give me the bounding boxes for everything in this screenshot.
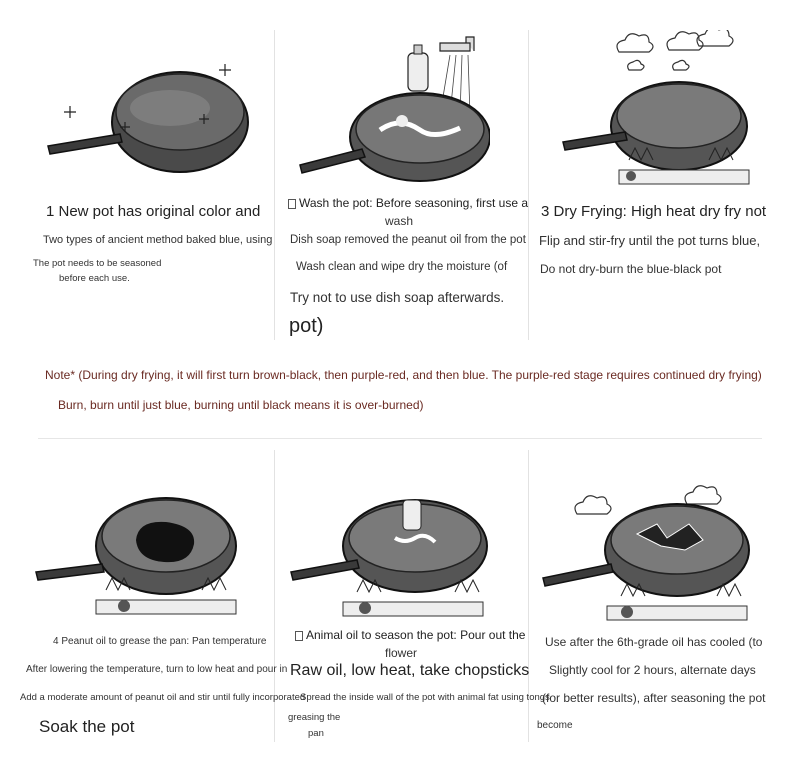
section-divider	[38, 438, 762, 439]
step-5-title: Animal oil to season the pot: Pour out the	[295, 628, 525, 642]
step-2-line-4: pot)	[289, 315, 324, 337]
step-4-line-2: Add a moderate amount of peanut oil and stir until fully incorporated	[20, 692, 306, 703]
missing-glyph-icon	[288, 199, 296, 209]
step-4-line-1: After lowering the temperature, turn to low heat and pour in	[26, 664, 288, 675]
step-1-line-3: before each use.	[59, 273, 130, 284]
step-1-line-2: The pot needs to be seasoned	[33, 258, 162, 269]
step-6-panel	[529, 440, 790, 776]
step-5-line-1: Raw oil, low heat, take chopsticks	[290, 662, 530, 679]
washing-wok-illustration	[290, 25, 490, 185]
step-5-panel	[275, 440, 550, 776]
cooling-wok-illustration	[537, 484, 777, 644]
step-6-line-3: become	[537, 720, 573, 731]
step-3-line-1: Flip and stir-fry until the pot turns blue,	[539, 233, 761, 248]
dry-frying-wok-illustration	[559, 30, 779, 190]
step-2-line-2: Wash clean and wipe dry the moisture (of	[296, 261, 508, 273]
missing-glyph-icon	[295, 631, 303, 641]
step-1-title: 1 New pot has original color and	[46, 203, 261, 220]
step-4-panel	[0, 440, 306, 776]
step-2-title-line-2: wash	[385, 214, 414, 228]
note-line-2: Burn, burn until just blue, burning until black means it is over-burned)	[58, 398, 424, 412]
oil-greasing-wok-illustration	[32, 480, 252, 640]
step-1-line-1: Two types of ancient method baked blue, using	[43, 234, 273, 246]
step-2-title: Wash the pot: Before seasoning, first use a	[288, 196, 528, 210]
step-2-line-3: Try not to use dish soap afterwards.	[290, 290, 505, 305]
step-5-line-2: Spread the inside wall of the pot with animal fat using tongs	[300, 692, 550, 703]
step-4-title: 4 Peanut oil to grease the pan: Pan temperature	[53, 636, 267, 647]
step-2-panel	[275, 0, 528, 340]
step-5-line-4: pan	[308, 728, 324, 739]
step-6-title: Use after the 6th-grade oil has cooled (to	[545, 635, 763, 649]
step-2-line-1: Dish soap removed the peanut oil from the pot	[290, 234, 526, 246]
step-6-line-1: Slightly cool for 2 hours, alternate days	[549, 663, 756, 677]
step-1-panel	[0, 0, 274, 340]
step-6-line-2: (for better results), after seasoning the pot	[542, 691, 766, 705]
animal-fat-wok-illustration	[285, 490, 505, 640]
note-line-1: Note* (During dry frying, it will first turn brown-black, then purple-red, and then blue. The purple-red stage requires continued dry frying)	[45, 368, 762, 382]
new-wok-illustration	[40, 50, 250, 180]
step-3-title: 3 Dry Frying: High heat dry fry not	[541, 203, 767, 220]
step-5-title-line-2: flower	[385, 646, 418, 660]
step-3-line-2: Do not dry-burn the blue-black pot	[540, 262, 722, 276]
step-3-panel	[529, 0, 790, 340]
step-5-line-3: greasing the	[288, 712, 341, 723]
step-4-line-3: Soak the pot	[39, 717, 135, 736]
